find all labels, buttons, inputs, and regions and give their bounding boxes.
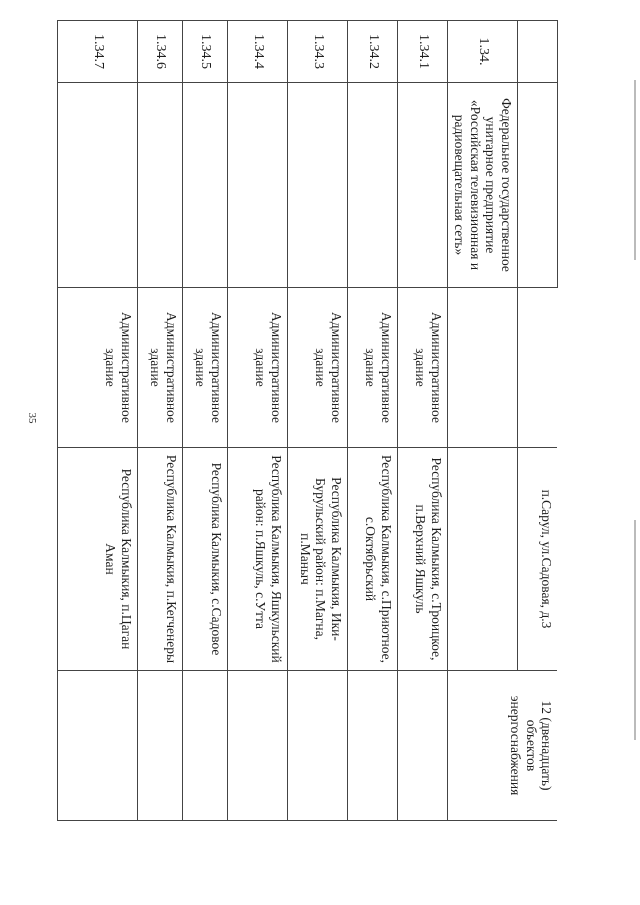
note-cell (228, 671, 288, 821)
address-cell: Республика Калмыкия, с.Троицкое, п.Верхний Яшкуль (398, 448, 448, 671)
organization-cell (228, 83, 288, 288)
row-number-cell: 1.34. (448, 21, 518, 83)
address-cell: Республика Калмыкия, п.Цаган Аман (58, 448, 138, 671)
row-number-cell: 1.34.3 (288, 21, 348, 83)
object-cell: Административное здание (58, 288, 138, 448)
table-row (398, 21, 448, 821)
address-cell: п.Сарул, ул.Садовая, д.3 (518, 448, 558, 671)
scan-edge-mark (634, 80, 636, 260)
organization-cell (518, 83, 558, 288)
organization-cell (183, 83, 228, 288)
row-number-cell: 1.34.2 (348, 21, 398, 83)
row-number-cell: 1.34.5 (183, 21, 228, 83)
address-cell: Республика Калмыкия, Ики-Бурульский район: п.Магна, п.Маныч (288, 448, 348, 671)
note-cell (183, 671, 228, 821)
table-row (348, 21, 398, 821)
organization-cell (138, 83, 183, 288)
organization-cell (58, 83, 138, 288)
object-cell: Административное здание (138, 288, 183, 448)
object-cell: Административное здание (183, 288, 228, 448)
address-cell: Республика Калмыкия, п.Кегченеры (138, 448, 183, 671)
organization-cell: Федеральное государственное унитарное предприятие «Российская телевизионная и радиовещательная сеть» (448, 83, 518, 288)
note-cell (138, 671, 183, 821)
object-cell: Административное здание (348, 288, 398, 448)
note-cell (398, 671, 448, 821)
row-number-cell: 1.34.1 (398, 21, 448, 83)
address-cell: Республика Калмыкия, Яшкульский район: п.Яшкуль, с.Утта (228, 448, 288, 671)
scan-edge-mark (634, 520, 636, 740)
table-row (288, 21, 348, 821)
object-cell (518, 288, 558, 448)
table-row (228, 21, 288, 821)
object-cell (448, 288, 518, 448)
table-container (58, 20, 558, 820)
organization-cell (398, 83, 448, 288)
table-row (518, 21, 558, 821)
table-row (138, 21, 183, 821)
note-cell: 12 (двенадцать) объектов энергоснабжения (448, 671, 558, 821)
organization-cell (348, 83, 398, 288)
address-cell: Республика Калмыкия, с.Приютное, с.Октябрьский (348, 448, 398, 671)
register-table (57, 20, 558, 821)
object-cell: Административное здание (398, 288, 448, 448)
note-cell (288, 671, 348, 821)
address-cell: Республика Калмыкия, с.Садовое (183, 448, 228, 671)
page-number: 35 (26, 412, 38, 424)
table-row (183, 21, 228, 821)
object-cell: Административное здание (288, 288, 348, 448)
note-cell (348, 671, 398, 821)
organization-cell (288, 83, 348, 288)
object-cell: Административное здание (228, 288, 288, 448)
note-cell (58, 671, 138, 821)
address-cell (448, 448, 518, 671)
row-number-cell: 1.34.6 (138, 21, 183, 83)
row-number-cell (518, 21, 558, 83)
table-row (58, 21, 138, 821)
row-number-cell: 1.34.4 (228, 21, 288, 83)
row-number-cell: 1.34.7 (58, 21, 138, 83)
